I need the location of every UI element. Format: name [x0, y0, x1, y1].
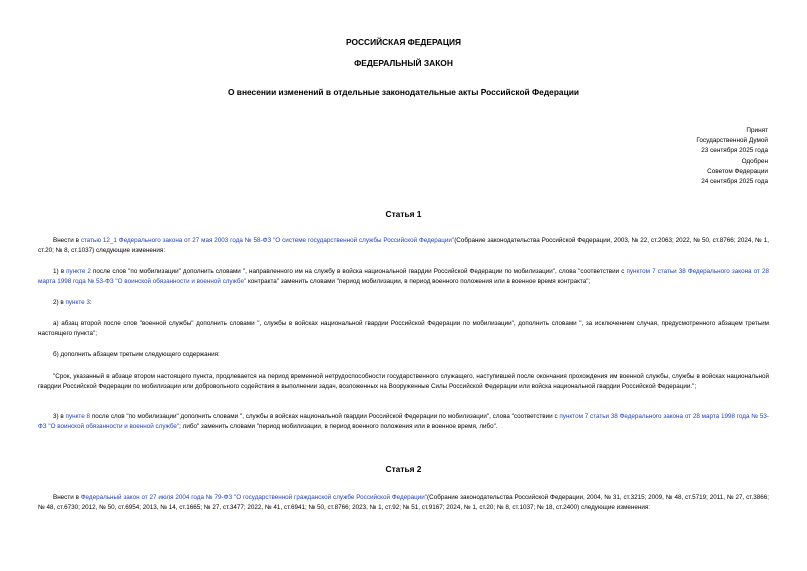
article-1-item-2: 2) в пункте 3: — [53, 299, 92, 306]
adoption-line: Государственной Думой — [696, 137, 768, 145]
article-1-item-2a: а) абзац второй после слов "военной службы" дополнить словами ", службы в войсках национальной гвардии Российской Федерации по мобилизации", дополнить словами ", за исключением случая, предусмотренного абзацем третьим настоящего пункта"; — [38, 320, 769, 338]
article-1-intro: Внести в статью 12_1 Федерального закона от 27 мая 2003 года № 58-ФЗ "О системе государственной службы Российской Федерации"(Собрание законодательства Российской Федерации, 2003, № 22, ст.2063; 2022, № 50, ст.8766; 2024, № 1, ст.20; № 8, ст.1037) следующие изменения: — [38, 237, 769, 255]
point-8-link[interactable]: пункте 8 — [65, 413, 91, 420]
point-3-link[interactable]: пункте 3 — [65, 299, 90, 306]
point-2-link[interactable]: пункте 2 — [66, 268, 91, 275]
article-2-intro: Внести в Федеральный закон от 27 июля 2004 года № 79-ФЗ "О государственной гражданской службе Российской Федерации"(Собрание законодательства Российской Федерации, 2004, № 31, ст.3215; 2009, № 48, ст.5719; 2011, № 27, ст.3866; № 48, ст.6730; 2012, № 50, ст.6954; 2013, № 14, ст.1665; № 27, ст.3477; 2022, № 41, ст.6941; № 50, ст.8766; 2023, № 1, ст.92; № 51, ст.9167; 2024, № 1, ст.20; № 8, ст.1037; № 18, ст.2400) следующие изменения: — [38, 494, 769, 512]
law-53fz-link[interactable]: пунктом 7 статьи 38 Федерального закона от 28 марта 1998 года № 53-ФЗ "О воинской обязанности и военной службе" — [38, 268, 769, 286]
law-58fz-link[interactable]: статью 12_1 Федерального закона от 27 мая 2003 года № 58-ФЗ "О системе государственной службы Российской Федерации" — [80, 237, 455, 244]
adoption-block — [696, 126, 768, 187]
law-79fz-link[interactable]: Федеральный закон от 27 июля 2004 года № 79-ФЗ "О государственной гражданской службе Российской Федерации" — [80, 494, 428, 501]
approval-line: Одобрен — [741, 157, 768, 165]
law-title: О внесении изменений в отдельные законодательные акты Российской Федерации — [227, 87, 580, 97]
article-1-item-2b: б) дополнить абзацем третьим следующего содержания: — [53, 351, 220, 358]
article-1-item-1: 1) в пункте 2 после слов "по мобилизации" дополнить словами ", направленного им на службу в войска национальной гвардии Российской Федерации по мобилизации", слова "соответствии с пунктом 7 статьи 38 Федерального закона от 28 марта 1998 года № 53-ФЗ "О воинской обязанности и военной службе" контракта" заменить словами "период мобилизации, в период военного положения или в военное время контракта"; — [38, 268, 769, 286]
article-1-item-3: 3) в пункте 8 после слов "по мобилизации" дополнить словами ", службы в войсках национальной гвардии Российской Федерации по мобилизации", слова "соответствии с пунктом 7 статьи 38 Федерального закона от 28 марта 1998 года № 53-ФЗ "О воинской обязанности и военной службе"; либо" заменить словами "период мобилизации, в период военного положения или в военное время, либо". — [38, 413, 769, 431]
approval-line: 24 сентября 2025 года — [701, 178, 768, 186]
approval-line: Советом Федерации — [707, 167, 768, 175]
article-2-heading: Статья 2 — [385, 464, 422, 474]
law-53fz-link[interactable]: пунктом 7 статьи 38 Федерального закона от 28 марта 1998 года № 53-ФЗ "О воинской обязанности и военной службе" — [38, 413, 769, 431]
adoption-line: 23 сентября 2025 года — [701, 147, 768, 155]
article-1-heading: Статья 1 — [385, 209, 422, 219]
doc-type-heading: ФЕДЕРАЛЬНЫЙ ЗАКОН — [354, 58, 453, 68]
adoption-line: Принят — [746, 127, 768, 134]
country-heading: РОССИЙСКАЯ ФЕДЕРАЦИЯ — [345, 37, 462, 47]
article-1-quote: "Срок, указанный в абзаце втором настоящего пункта, продлевается на период временной нетрудоспособности государственного служащего, наступившей после окончания прохождения им военной службы, службы в войсках национальной гвардии Российской Федерации по мобилизации или добровольного содействия в выполнении задач, возложенных на Вооруженные Силы Российской Федерации или войска национальной гвардии Российской Федерации."; — [38, 373, 769, 391]
